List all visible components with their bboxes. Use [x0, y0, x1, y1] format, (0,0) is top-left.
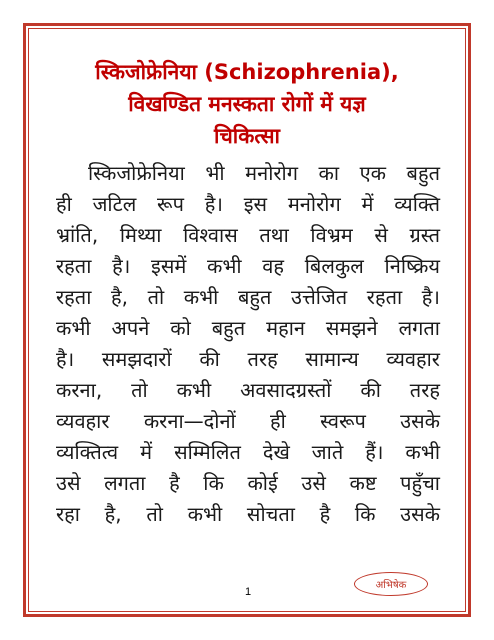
author-stamp	[354, 572, 428, 596]
page-title	[40, 56, 454, 152]
paragraph-line: रहा है, तो कभी सोचता है कि उसके	[56, 502, 440, 526]
paragraph-line: कभी अपने को बहुत महान समझने लगता	[56, 316, 440, 340]
title-line-2: विखण्डित मनस्कता रोगों में यज्ञ	[128, 92, 366, 116]
paragraph-line: करना, तो कभी अवसादग्रस्तों की तरह	[56, 378, 440, 402]
paragraph-line: व्यवहार करना—दोनों ही स्वरूप उसके	[56, 409, 440, 433]
title-line-3: चिकित्सा	[214, 124, 280, 148]
paragraph-line: रहता है। इसमें कभी वह बिलकुल निष्क्रिय	[56, 254, 440, 278]
paragraph-line: है। समझदारों की तरह सामान्य व्यवहार	[56, 347, 440, 371]
paragraph-line: ही जटिल रूप है। इस मनोरोग में व्यक्ति	[56, 192, 440, 216]
paragraph-line: स्किजोफ्रेनिया भी मनोरोग का एक बहुत	[88, 161, 440, 185]
paragraph-line: भ्रांति, मिथ्या विश्वास तथा विभ्रम से ग्रस्त	[56, 223, 440, 247]
paragraph-line: रहता है, तो कभी बहुत उत्तेजित रहता है।	[56, 285, 440, 309]
paragraph-line: उसे लगता है कि कोई उसे कष्ट पहुँचा	[56, 471, 440, 495]
stamp-text: अभिषेक	[375, 580, 407, 591]
title-line-1: स्किजोफ्रेनिया (Schizophrenia),	[95, 60, 399, 84]
page-number: 1	[244, 586, 252, 598]
body-paragraph	[56, 158, 440, 530]
paragraph-line: व्यक्तित्व में सम्मिलित देखे जाते हैं। कभी	[56, 440, 440, 464]
